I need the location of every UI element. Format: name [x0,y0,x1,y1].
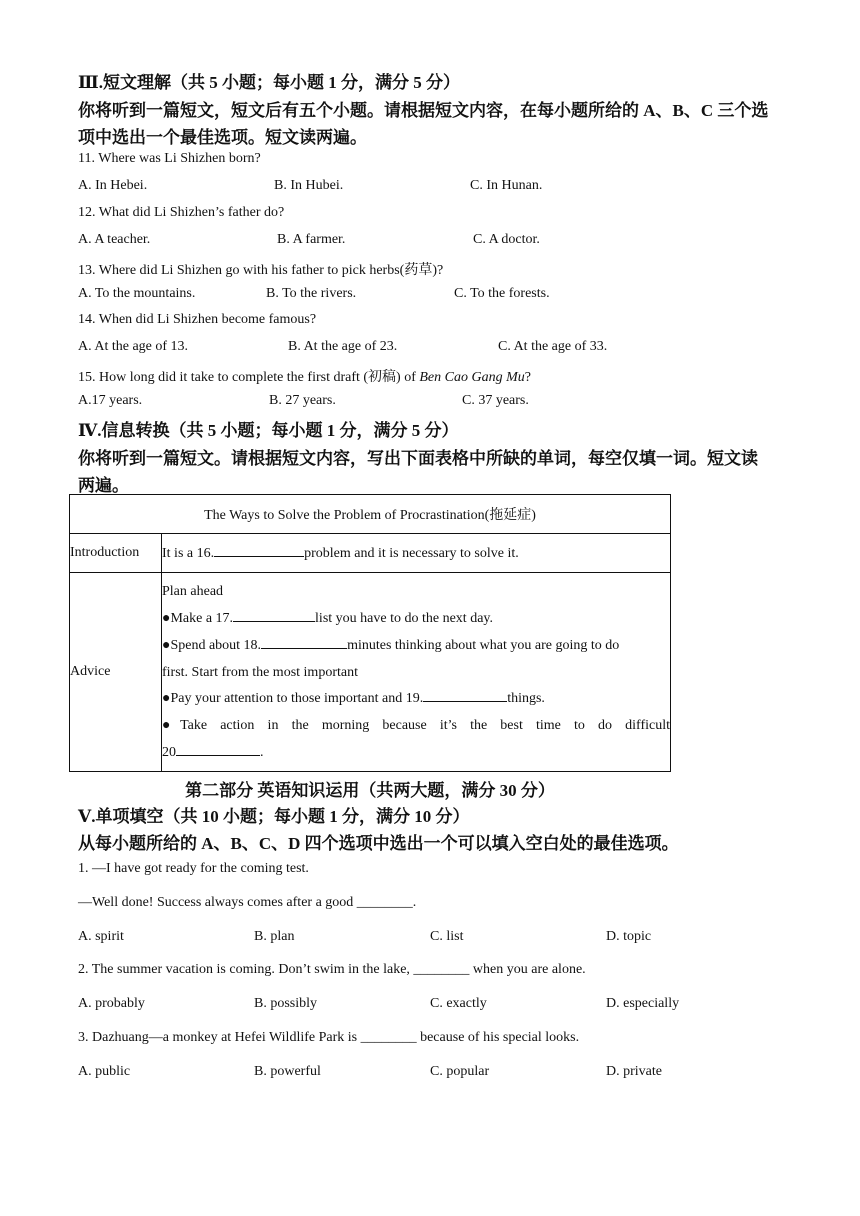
advice-last-line [162,740,670,767]
part2-title: 第二部分 英语知识运用（共两大题，满分 30 分） [185,781,555,800]
mc1-option-d: D. topic [606,929,652,944]
blank-19 [423,689,507,702]
q12-option-a: A. A teacher. [78,232,151,247]
make-text-after: list you have to do the next day. [315,611,493,626]
mc-question-2: 2. The summer vacation is coming. Don’t swim in the lake, ________ when you are alone. [78,962,586,977]
mc2-option-a: A. probably [78,996,145,1011]
advice-make-list [162,606,670,633]
advice-pay-attention [162,686,670,713]
advice-spend-minutes [162,633,670,660]
table-title: The Ways to Solve the Problem of Procrastination(拖延症) [70,495,671,534]
mc3-option-a: A. public [78,1064,131,1079]
table-advice-content [162,573,671,772]
mc3-option-c: C. popular [430,1064,490,1079]
section3-instruction-line1: 你将听到一篇短文，短文后有五个小题。请根据短文内容，在每小题所给的 A、B、C 三个选 [78,101,769,120]
mc2-option-b: B. possibly [254,996,318,1011]
section3-heading: Ⅲ.短文理解（共 5 小题；每小题 1 分，满分 5 分） [78,73,460,92]
section4-heading: Ⅳ.信息转换（共 5 小题；每小题 1 分，满分 5 分） [78,421,459,440]
last-text-after: . [260,744,264,760]
mc3-option-b: B. powerful [254,1064,321,1079]
question-15 [78,366,531,386]
table-intro-label: Introduction [70,534,162,573]
section5-instruction: 从每小题所给的 A、B、C、D 四个选项中选出一个可以填入空白处的最佳选项。 [78,834,679,853]
spend-text-after: minutes thinking about what you are going to do [347,637,620,653]
mc-question-1-line2: —Well done! Success always comes after a good ________. [78,895,417,910]
pay-text-after: things. [507,691,545,707]
q14-option-a: A. At the age of 13. [78,339,189,354]
q15-option-b: B. 27 years. [269,393,336,408]
section4-instruction-line1: 你将听到一篇短文。请根据短文内容，写出下面表格中所缺的单词，每空仅填一词。短文读 [78,449,758,468]
q15-option-c: C. 37 years. [462,393,529,408]
question-13: 13. Where did Li Shizhen go with his father to pick herbs(药草)? [78,263,444,278]
table-intro-text [162,534,671,573]
mc1-option-b: B. plan [254,929,295,944]
advice-first-line: first. Start from the most important [162,664,358,680]
mc1-option-a: A. spirit [78,929,124,944]
section4-instruction-line2: 两遍。 [78,476,129,495]
q11-option-b: B. In Hubei. [274,178,344,193]
q13-option-b: B. To the rivers. [266,286,357,301]
make-text-before: ●Make a 17. [162,611,234,626]
q12-option-c: C. A doctor. [473,232,540,247]
plan-ahead: Plan ahead [162,584,224,600]
q15-book-title: Ben Cao Gang Mu [419,370,525,385]
q15-stem-text: 15. How long did it take to complete the first draft (初稿) of [78,370,420,385]
blank-17 [233,609,315,622]
question-11: 11. Where was Li Shizhen born? [78,151,261,166]
mc2-option-c: C. exactly [430,996,487,1011]
question-14: 14. When did Li Shizhen become famous? [78,312,317,327]
info-table [69,494,671,772]
q14-option-b: B. At the age of 23. [288,339,398,354]
intro-text-after: problem and it is necessary to solve it. [304,546,519,561]
q15-stem-end: ? [524,370,531,385]
section3-instruction-line2: 项中选出一个最佳选项。短文读两遍。 [78,128,367,147]
q15-option-a: A.17 years. [78,393,143,408]
last-text-before: 20 [162,744,176,760]
mc2-option-d: D. especially [606,996,680,1011]
q13-option-a: A. To the mountains. [78,286,196,301]
pay-text-before: ●Pay your attention to those important and 19. [162,691,424,707]
spend-text-before: ●Spend about 18. [162,637,262,653]
blank-16 [214,544,304,557]
table-advice-label: Advice [70,573,162,772]
q12-option-b: B. A farmer. [277,232,346,247]
blank-18 [261,636,347,649]
mc-question-3: 3. Dazhuang—a monkey at Hefei Wildlife Park is ________ because of his special looks. [78,1030,580,1045]
intro-text-before: It is a 16. [162,546,215,561]
advice-take-action: ●Take action in the morning because it’s the best time to do difficult [162,718,670,734]
q11-option-a: A. In Hebei. [78,178,148,193]
mc1-option-c: C. list [430,929,464,944]
q13-option-c: C. To the forests. [454,286,550,301]
blank-20 [176,743,260,756]
mc3-option-d: D. private [606,1064,662,1079]
question-12: 12. What did Li Shizhen’s father do? [78,205,285,220]
q11-option-c: C. In Hunan. [470,178,543,193]
q14-option-c: C. At the age of 33. [498,339,608,354]
mc-question-1-line1: 1. —I have got ready for the coming test. [78,861,309,876]
section5-heading: Ⅴ.单项填空（共 10 小题；每小题 1 分，满分 10 分） [78,807,470,826]
